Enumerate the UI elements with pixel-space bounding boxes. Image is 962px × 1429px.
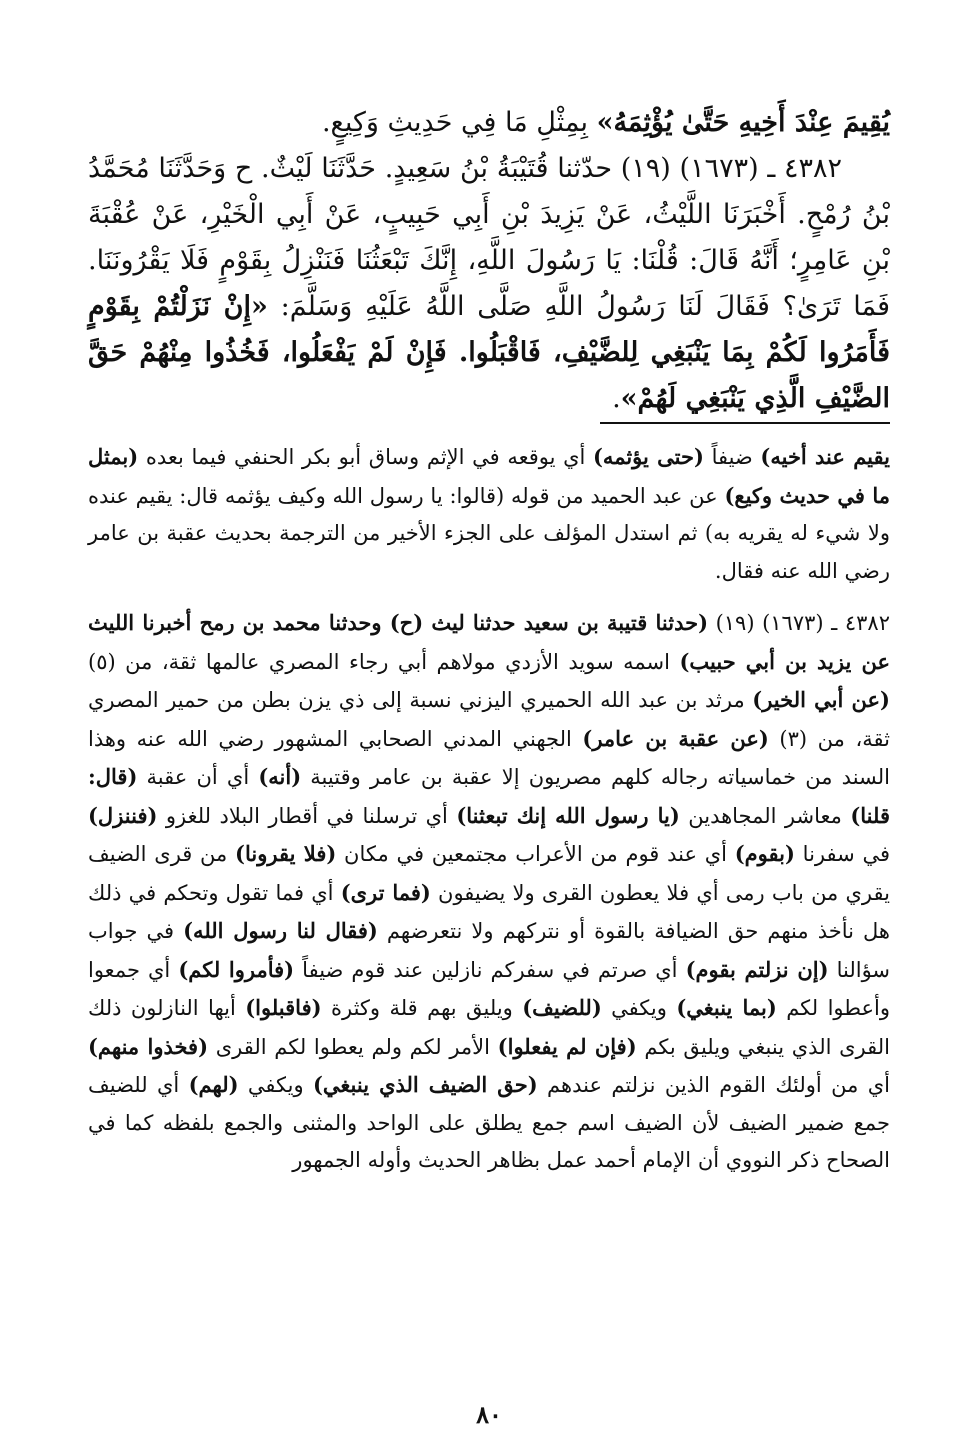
hadith-4382-end: .: [612, 383, 621, 414]
commentary-text: ٤٣٨٢ ـ (١٦٧٣) (١٩): [708, 611, 890, 635]
commentary-quoted-text: (فأمروا لكم): [178, 956, 295, 982]
commentary-paragraph-2: [88, 604, 890, 1180]
commentary-paragraph-1: [88, 438, 890, 590]
commentary-text: أي فما تقول وتحكم في ذلك هل نأخذ منهم حق الضيافة بالقوة أو نتركهم ولا نتعرضهم: [88, 880, 891, 943]
page-number: ٨٠: [476, 1400, 502, 1429]
commentary-text: أيها النازلون ذلك القرى الذي ينبغي ويليق بكم: [88, 996, 890, 1059]
commentary-text: ويكفي: [238, 1073, 313, 1097]
hadith-text-block: [88, 100, 890, 422]
commentary-quoted-text: (فما ترى): [340, 879, 431, 905]
commentary-block: [88, 438, 890, 1180]
commentary-text: أي عند قوم من الأعراب مجتمعين في مكان: [336, 842, 735, 866]
commentary-text: أي للضيف جمع ضمير الضيف لأن الضيف اسم جمع يطلق على الواحد والمثنى والجمع بلفظه كما في الصحاح ذكر النووي أن الإمام أحمد عمل بظاهر الحديث وأوله الجمهور: [88, 1073, 890, 1172]
commentary-text: أي جمعوا وأعطوا لكم: [88, 957, 890, 1020]
commentary-quoted-text: (حدثنا قتيبة بن سعيد حدثنا ليث (ح) وحدثنا محمد بن رمح أخبرنا الليث عن يزيد بن أبي حبيب): [88, 610, 890, 674]
commentary-text: في جواب سؤالنا: [88, 919, 891, 982]
commentary-quoted-text: (فقال لنا رسول الله): [183, 918, 378, 943]
commentary-text: اسمه سويد الأزدي مولاهم أبي رجاء المصري عالمها ثقة، من (٥): [88, 649, 680, 674]
commentary-text: ويكفي: [601, 996, 677, 1020]
commentary-quoted-text: (للضيف): [522, 995, 602, 1020]
commentary-quoted-text: (أنه): [258, 764, 302, 789]
footnote-divider: [600, 422, 890, 424]
hadith-continuation-bold: يُقِيمَ عِنْدَ أَخِيهِ حَتَّىٰ يُؤْثِمَهُ»: [596, 107, 890, 138]
hadith-4382: [88, 146, 890, 422]
hadith-4382-chain: ٤٣٨٢ ـ (١٦٧٣) (١٩) حدّثنا قُتَيْبَةُ بْنُ سَعِيدٍ. حَدَّثَنَا لَيْثٌ. ح وَحَدَّثَنَا مُحَمَّدُ بْنُ رُمْحٍ. أَخْبَرَنَا اللَّيْثُ، عَنْ يَزِيدَ بْنِ أَبِي حَبِيبٍ، عَنْ أَبِي الْخَيْرِ، عَنْ عُقْبَةَ بْنِ عَامِرٍ؛ أَنَّهُ قَالَ: قُلْنَا: يَا رَسُولَ اللَّهِ، إِنَّكَ تَبْعَثُنَا فَنَنْزِلُ بِقَوْمٍ فَلَا يَقْرُونَنَا. فَمَا تَرَىٰ؟ فَقَالَ لَنَا رَسُولُ اللَّهِ صَلَّى اللَّهُ عَلَيْهِ وَسَلَّمَ:: [88, 153, 890, 322]
commentary-quoted-text: (فخذوا منهم): [88, 1033, 209, 1059]
commentary-quoted-text: (عن عقبة بن عامر): [582, 725, 769, 751]
commentary-text: أي أن عقبة: [137, 765, 259, 789]
commentary-text: أي ترسلنا في أقطار البلاد للغزو: [157, 803, 457, 828]
commentary-quoted-text: (حتى يؤثمه): [593, 444, 704, 469]
commentary-text: أي من أولئك القوم الذين نزلتم عندهم: [537, 1073, 890, 1097]
hadith-4382-prophetic-saying: «إِنْ نَزَلْتُمْ بِقَوْمٍ فَأَمَرُوا لَكُمْ بِمَا يَنْبَغِي لِلضَّيْفِ، فَاقْبَلُوا. فَإِنْ لَمْ يَفْعَلُوا، فَخُذُوا مِنْهُمْ حَقَّ الضَّيْفِ الَّذِي يَنْبَغِي لَهُمْ»: [88, 291, 890, 414]
commentary-text: أي صرتم في سفركم نازلين عند قوم ضيفاً: [294, 957, 686, 982]
commentary-quoted-text: (فإن لم يفعلوا): [497, 1033, 637, 1059]
commentary-text: الأمر لكم ولم يعطوا لكم القرى: [208, 1034, 498, 1059]
hadith-continuation: [88, 100, 890, 146]
commentary-text: أي يوقعه في الإثم وساق أبو بكر الحنفي فيما بعده: [138, 445, 593, 469]
commentary-text: مرثد بن عبد الله الحميري اليزني نسبة إلى ذي يزن بطن من حمير المصري ثقة، من (٣): [88, 688, 890, 751]
commentary-quoted-text: (عن أبي الخير): [752, 687, 890, 712]
commentary-text: في سفرنا: [794, 842, 891, 866]
commentary-quoted-text: (قال: قلنا): [88, 764, 890, 828]
commentary-text: معاشر المجاهدين: [679, 803, 851, 828]
commentary-quoted-text: (بمثل ما في حديث وكيع): [88, 444, 890, 508]
commentary-text: ضيفاً: [703, 445, 761, 469]
hadith-continuation-rest: بِمِثْلِ مَا فِي حَدِيثِ وَكِيعٍ.: [321, 107, 597, 138]
commentary-quoted-text: (بقوم): [734, 841, 795, 866]
commentary-quoted-text: (يا رسول الله إنك تبعثنا): [456, 802, 680, 828]
commentary-quoted-text: (بما ينبغي): [676, 995, 777, 1020]
commentary-quoted-text: يقيم عند أخيه): [760, 444, 890, 469]
commentary-quoted-text: (لهم): [188, 1072, 239, 1097]
commentary-quoted-text: (فاقبلوا): [245, 995, 322, 1020]
commentary-text: عن عبد الحميد من قوله (قالوا: يا رسول الله وكيف يؤثمه قال: يقيم عنده ولا شيء له يقريه به) ثم استدل المؤلف على الجزء الأخير من الترجمة بحديث عقبة بن عامر رضي الله عنه فقال.: [88, 483, 890, 583]
commentary-text: ويليق بهم قلة وكثرة: [321, 996, 523, 1020]
book-page: [88, 100, 891, 1429]
commentary-text: الجهني المدني الصحابي المشهور رضي الله عنه وهذا السند من خماسياته رجاله كلهم مصريون إلا عقبة بن عامر وقتيبة: [88, 726, 890, 789]
commentary-quoted-text: (فلا يقرونا): [235, 841, 337, 866]
commentary-quoted-text: (حق الضيف الذي ينبغي): [312, 1072, 538, 1097]
commentary-quoted-text: (فننزل): [88, 802, 158, 828]
commentary-text: من قرى الضيف يقري من باب رمى أي فلا يعطون القرى ولا يضيفون: [88, 842, 890, 905]
commentary-quoted-text: (إن نزلتم بقوم): [685, 956, 829, 982]
